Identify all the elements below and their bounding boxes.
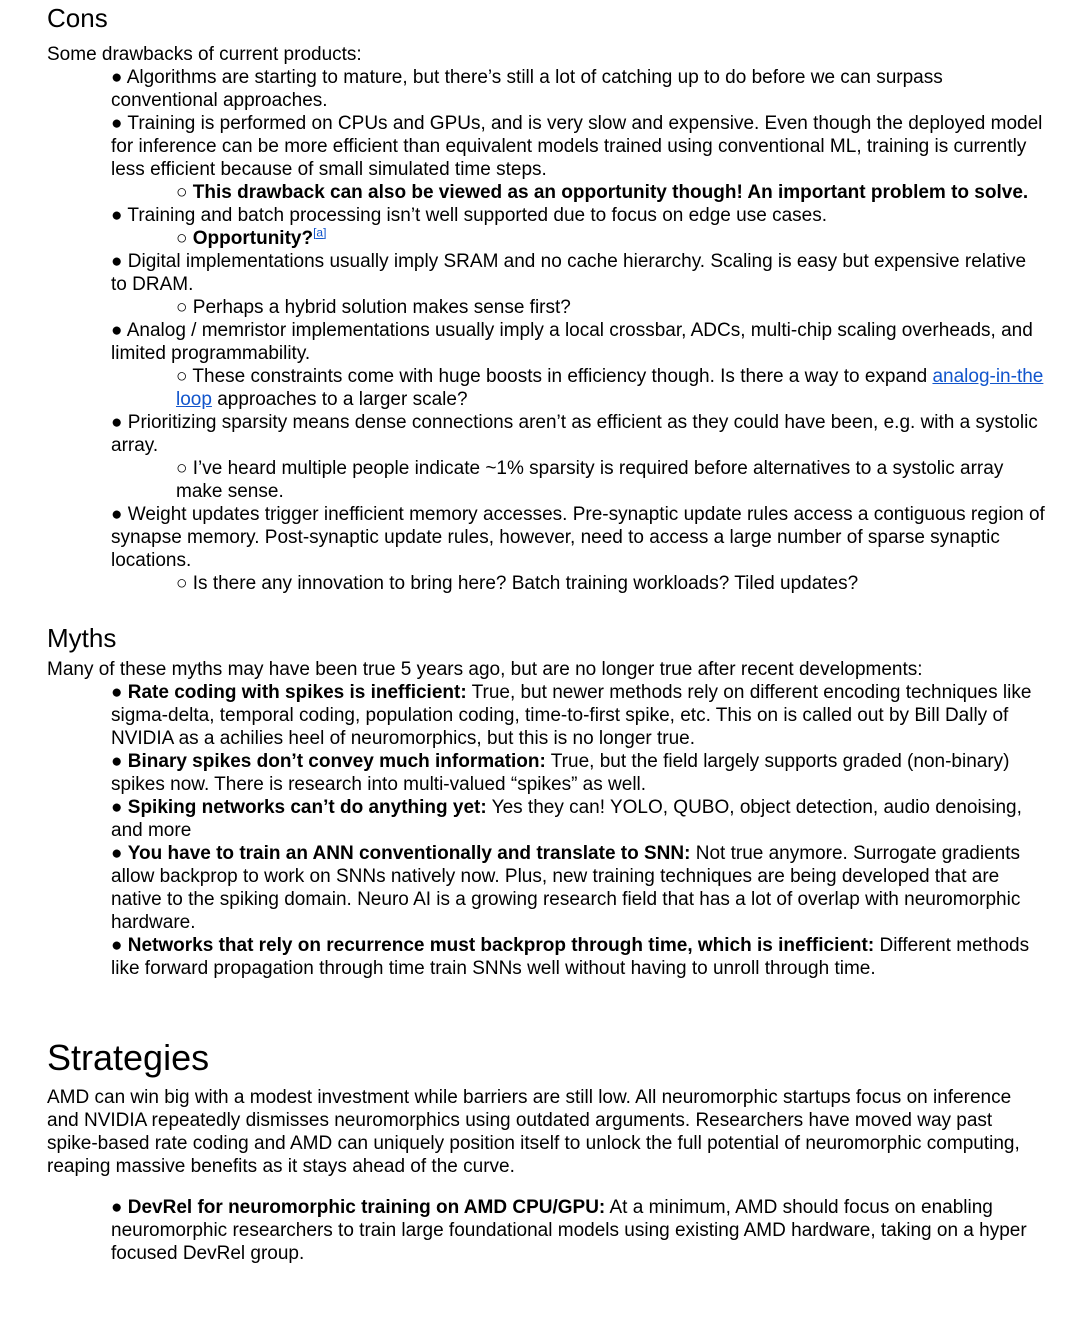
list-item: ● Networks that rely on recurrence must backprop through time, which is inefficient: Different methods like forward propagation through time train SNNs well without having to unroll through time. (111, 934, 1047, 980)
list-item: ● Rate coding with spikes is inefficient: True, but newer methods rely on different encoding techniques like sigma-delta, temporal coding, population coding, time-to-first spike, etc. This on is called out by Bill Dally of NVIDIA as a achilies heel of neuromorphics, but this is no longer true. (111, 681, 1047, 750)
list-item: ● Training and batch processing isn’t well supported due to focus on edge use cases. (111, 204, 1047, 227)
list-subitem: ○ This drawback can also be viewed as an opportunity though! An important problem to solve. (176, 181, 1047, 204)
list-subitem: ○ Opportunity?[a] (176, 227, 1047, 250)
cons-list (47, 66, 1047, 595)
strategies-heading: Strategies (47, 1037, 210, 1078)
myths-intro: Many of these myths may have been true 5 years ago, but are no longer true after recent developments: (47, 659, 923, 680)
list-item: ● You have to train an ANN conventionally and translate to SNN: Not true anymore. Surrogate gradients allow backprop to work on SNNs natively now. Plus, new training techniques are being developed that are native to the spiking domain. Neuro AI is a growing research field that has a lot of overlap with neuromorphic hardware. (111, 842, 1047, 934)
list-subitem: ○ Perhaps a hybrid solution makes sense first? (176, 296, 1047, 319)
list-item: ● Prioritizing sparsity means dense connections aren’t as efficient as they could have been, e.g. with a systolic array. (111, 411, 1047, 457)
analog-in-the-loop-link[interactable]: analog-in-the loop (176, 366, 1044, 410)
list-item: ● Weight updates trigger inefficient memory accesses. Pre-synaptic update rules access a contiguous region of synapse memory. Post-synaptic update rules, however, need to access a large number of sparse synaptic locations. (111, 503, 1047, 572)
list-subitem: ○ These constraints come with huge boosts in efficiency though. Is there a way to expand analog-in-the loop approaches to a larger scale? (176, 365, 1047, 411)
comment-ref-link[interactable]: [a] (313, 225, 327, 240)
cons-heading: Cons (47, 3, 108, 33)
list-item: ● Algorithms are starting to mature, but there’s still a lot of catching up to do before we can surpass conventional approaches. (111, 66, 1047, 112)
list-subitem: ○ I’ve heard multiple people indicate ~1% sparsity is required before alternatives to a systolic array make sense. (176, 457, 1047, 503)
list-item: ● Training is performed on CPUs and GPUs, and is very slow and expensive. Even though the deployed model for inference can be more efficient than equivalent models trained using conventional ML, training is currently less efficient because of small simulated time steps. (111, 112, 1047, 181)
list-item: ● Binary spikes don’t convey much information: True, but the field largely supports graded (non-binary) spikes now. There is research into multi-valued “spikes” as well. (111, 750, 1047, 796)
myths-heading: Myths (47, 623, 117, 653)
list-item: ● Spiking networks can’t do anything yet: Yes they can! YOLO, QUBO, object detection, audio denoising, and more (111, 796, 1047, 842)
strategies-list (47, 1196, 1047, 1265)
document-body (47, 0, 1047, 1265)
list-subitem: ○ Is there any innovation to bring here? Batch training workloads? Tiled updates? (176, 572, 1047, 595)
strategies-intro: AMD can win big with a modest investment while barriers are still low. All neuromorphic startups focus on inference and NVIDIA repeatedly dismisses neuromorphics using outdated arguments. Researchers have moved way past spike-based rate coding and AMD can uniquely position itself to unlock the full potential of neuromorphic computing, reaping massive benefits as it stays ahead of the curve. (47, 1087, 1020, 1177)
list-item: ● Digital implementations usually imply SRAM and no cache hierarchy. Scaling is easy but expensive relative to DRAM. (111, 250, 1047, 296)
list-item: ● DevRel for neuromorphic training on AMD CPU/GPU: At a minimum, AMD should focus on enabling neuromorphic researchers to train large foundational models using existing AMD hardware, taking on a hyper focused DevRel group. (111, 1196, 1047, 1265)
list-item: ● Analog / memristor implementations usually imply a local crossbar, ADCs, multi-chip scaling overheads, and limited programmability. (111, 319, 1047, 365)
cons-intro: Some drawbacks of current products: (47, 44, 362, 65)
myths-list (47, 681, 1047, 980)
